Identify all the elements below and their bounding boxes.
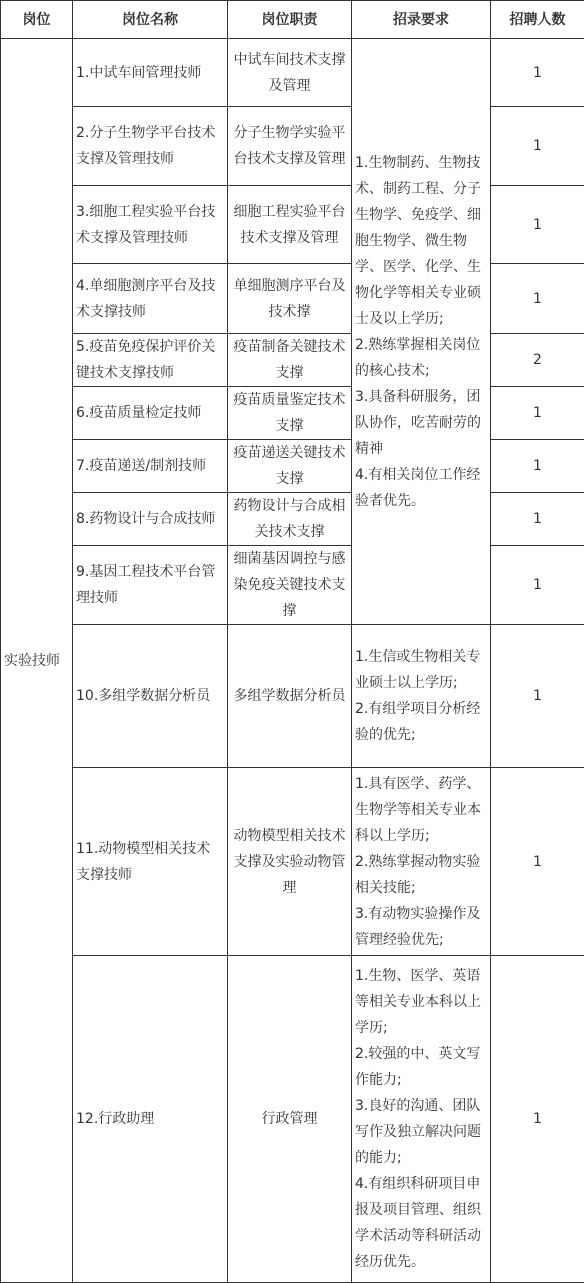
position-name: 2.分子生物学平台技术支撑及管理技师: [73, 107, 228, 186]
hire-count: 1: [491, 493, 584, 546]
position-name: 1.中试车间管理技师: [73, 39, 228, 107]
table-row: [1, 107, 584, 186]
table-row: [1, 186, 584, 264]
position-duty: 行政管理: [228, 956, 352, 1283]
table-row: [1, 440, 584, 493]
hire-count: 1: [491, 625, 584, 768]
header-duty: 岗位职责: [228, 1, 352, 39]
table-row: [1, 39, 584, 107]
position-name: 7.疫苗递送/制剂技师: [73, 440, 228, 493]
hire-count: 1: [491, 39, 584, 107]
position-duty: 分子生物学实验平台技术支撑及管理: [228, 107, 352, 186]
position-duty: 单细胞测序平台及技术撑: [228, 264, 352, 334]
category-cell: 实验技师: [1, 39, 73, 1283]
hire-count: 1: [491, 387, 584, 440]
header-requirements: 招录要求: [352, 1, 491, 39]
position-name: 5.疫苗免疫保护评价关键技术支撑技师: [73, 334, 228, 387]
position-name: 10.多组学数据分析员: [73, 625, 228, 768]
position-duty: 细胞工程实验平台技术支撑及管理: [228, 186, 352, 264]
table-row: [1, 264, 584, 334]
hire-count: 1: [491, 440, 584, 493]
table-row: [1, 768, 584, 956]
hire-count: 1: [491, 186, 584, 264]
position-name: 4.单细胞测序平台及技术支撑技师: [73, 264, 228, 334]
table-row: [1, 625, 584, 768]
position-duty: 多组学数据分析员: [228, 625, 352, 768]
hire-count: 1: [491, 768, 584, 956]
position-duty: 疫苗递送关键技术支撑: [228, 440, 352, 493]
position-duty: 疫苗制备关键技术支撑: [228, 334, 352, 387]
position-requirements: 1.生信或生物相关专业硕士以上学历; 2.有组学项目分析经验的优先;: [352, 625, 491, 768]
shared-requirements: 1.生物制药、生物技术、制药工程、分子生物学、免疫学、细胞生物学、微生物学、医学、化学、生物化学等相关专业硕士及以上学历; 2.熟练掌握相关岗位的核心技术; 3.具备科研服务，团队协作，吃苦耐劳的精神 4.有相关岗位工作经验者优先。: [352, 39, 491, 625]
hire-count: 1: [491, 264, 584, 334]
position-requirements: 1.生物、医学、英语等相关专业本科以上学历; 2.较强的中、英文写作能力; 3.良好的沟通、团队写作及独立解决问题的能力; 4.有组织科研项目申报及项目管理、组织学术活动等科研活动经历优先。: [352, 956, 491, 1283]
position-duty: 药物设计与合成相关技术支撑: [228, 493, 352, 546]
table-header-row: [1, 1, 584, 39]
position-name: 8.药物设计与合成技师: [73, 493, 228, 546]
position-duty: 中试车间技术支撑及管理: [228, 39, 352, 107]
position-name: 9.基因工程技术平台管理技师: [73, 546, 228, 625]
table-row: [1, 334, 584, 387]
hire-count: 1: [491, 107, 584, 186]
position-duty: 动物模型相关技术支撑及实验动物管理: [228, 768, 352, 956]
table-row: [1, 546, 584, 625]
position-duty: 疫苗质量鉴定技术支撑: [228, 387, 352, 440]
position-requirements: 1.具有医学、药学、生物学等相关专业本科以上学历; 2.熟练掌握动物实验相关技能; 3.有动物实验操作及管理经验优先;: [352, 768, 491, 956]
position-duty: 细菌基因调控与感染免疫关键技术支撑: [228, 546, 352, 625]
hire-count: 2: [491, 334, 584, 387]
hire-count: 1: [491, 546, 584, 625]
position-name: 11.动物模型相关技术支撑技师: [73, 768, 228, 956]
table-row: [1, 956, 584, 1283]
header-position-name: 岗位名称: [73, 1, 228, 39]
position-name: 6.疫苗质量检定技师: [73, 387, 228, 440]
header-category: 岗位: [1, 1, 73, 39]
table-row: [1, 387, 584, 440]
header-count: 招聘人数: [491, 1, 584, 39]
hire-count: 1: [491, 956, 584, 1283]
position-name: 12.行政助理: [73, 956, 228, 1283]
table-row: [1, 493, 584, 546]
position-name: 3.细胞工程实验平台技术支撑及管理技师: [73, 186, 228, 264]
